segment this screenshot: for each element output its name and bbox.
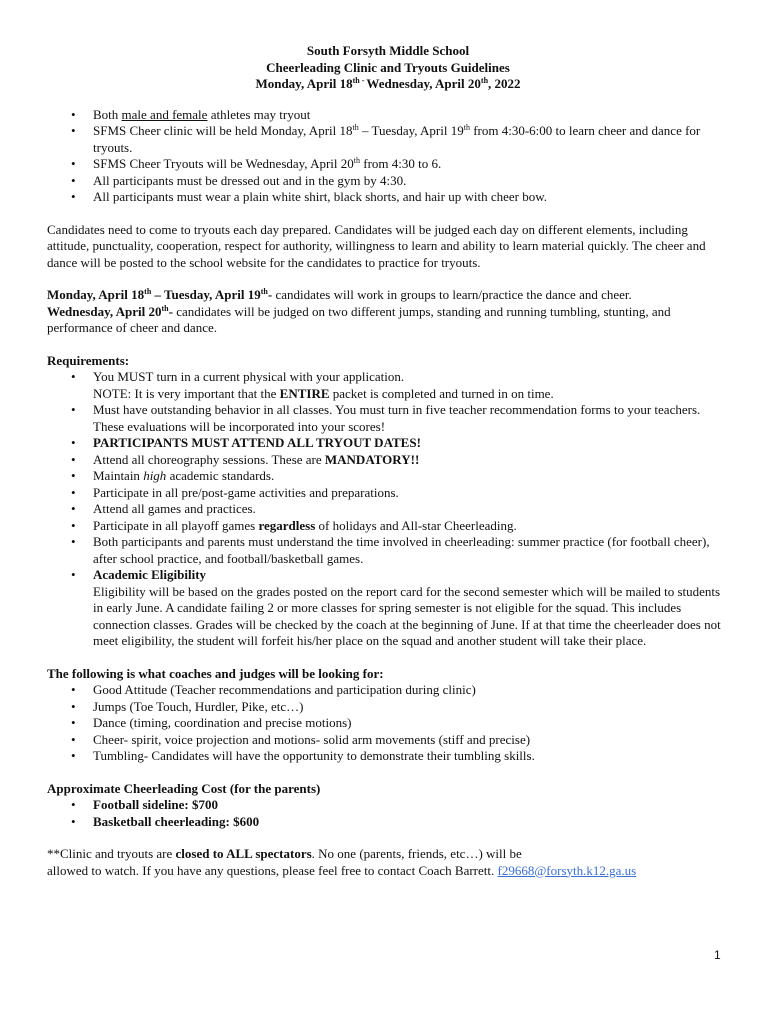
judging-list	[47, 682, 729, 765]
event-dates: Monday, April $18^{th -}$ Wednesday, April 20th, 2022	[255, 76, 521, 91]
list-item	[47, 567, 729, 650]
list-item: • Both male and female athletes may tryout	[47, 107, 729, 124]
list-item: • You MUST turn in a current physical with your application. NOTE: It is very important that the ENTIRE packet is completed and turned in on time.	[47, 369, 729, 402]
list-item: • Must have outstanding behavior in all classes. You must turn in five teacher recommendation forms to your teachers. These evaluations will be incorporated into your scores!	[47, 402, 729, 435]
intro-bullet-list	[47, 107, 729, 206]
closing-note: **Clinic and tryouts are closed to ALL spectators. No one (parents, friends, etc…) will be allowed to watch. If you have any questions, please feel free to contact Coach Barrett. f29668@forsyth.k12.ga.us	[47, 846, 637, 878]
list-item: • Cheer- spirit, voice projection and motions- solid arm movements (stiff and precise)	[47, 732, 729, 749]
list-item: • Both participants and parents must understand the time involved in cheerleading: summer practice (for football cheer), after school practice, and football/basketball games.	[47, 534, 729, 567]
list-item: • Attend all choreography sessions. These are MANDATORY!!	[47, 452, 729, 469]
list-item: • PARTICIPANTS MUST ATTEND ALL TRYOUT DATES!	[47, 435, 729, 452]
coach-email-link[interactable]: f29668@forsyth.k12.ga.us	[497, 862, 637, 878]
document-page	[47, 43, 729, 879]
list-item: • All participants must wear a plain white shirt, black shorts, and hair up with cheer bow.	[47, 189, 729, 206]
school-name: South Forsyth Middle School	[306, 43, 470, 58]
list-item: • SFMS Cheer Tryouts will be Wednesday, April 20th from 4:30 to 6.	[47, 156, 729, 173]
list-item: • Maintain high academic standards.	[47, 468, 729, 485]
list-item: • Participate in all pre/post-game activities and preparations.	[47, 485, 729, 502]
section-heading: The following is what coaches and judges will be looking for:	[47, 665, 384, 681]
candidates-paragraph: Candidates need to come to tryouts each day prepared. Candidates will be judged each day on different elements, including attitude, punctuality, cooperation, respect for authority, willingness to learn and ability to learn material quickly. The cheer and dance will be posted to the school website for the candidates to practice for tryouts.	[47, 221, 706, 270]
cost-list	[47, 797, 729, 830]
judging-section	[47, 666, 729, 765]
list-item: • SFMS Cheer clinic will be held Monday, April 18th – Tuesday, April 19th from 4:30-6:00 to learn cheer and dance for tryouts.	[47, 123, 729, 156]
list-item: • All participants must be dressed out and in the gym by 4:30.	[47, 173, 729, 190]
academic-eligibility-text: Eligibility will be based on the grades posted on the report card for the second semester which will be mailed to students in early June. A candidate failing 2 or more classes for spring semester is not eligible for the squad. This includes connection classes. Grades will be checked by the coach at the beginning of June. If at that time the cheerleader does not meet eligibility, the student will forfeit his/her place on the squad and another student will take their place.	[93, 583, 721, 648]
list-item: • Jumps (Toe Touch, Hurdler, Pike, etc…)	[47, 699, 729, 716]
list-item: • Dance (timing, coordination and precise motions)	[47, 715, 729, 732]
list-item: • Good Attitude (Teacher recommendations and participation during clinic)	[47, 682, 729, 699]
schedule-section	[47, 287, 729, 337]
section-heading: Approximate Cheerleading Cost (for the parents)	[47, 780, 321, 796]
list-item: • Attend all games and practices.	[47, 501, 729, 518]
list-item: • Football sideline: $700	[47, 797, 729, 814]
schedule-clinic-line: Monday, April 18th – Tuesday, April 19th- candidates will work in groups to learn/practice the dance and cheer.	[47, 287, 632, 302]
list-item: • Tumbling- Candidates will have the opportunity to demonstrate their tumbling skills.	[47, 748, 729, 765]
requirements-list	[47, 369, 729, 650]
document-header	[47, 43, 729, 93]
section-heading: Requirements:	[47, 352, 130, 368]
academic-eligibility-heading: Academic Eligibility	[93, 567, 207, 582]
schedule-tryout-line: Wednesday, April 20th- candidates will be judged on two different jumps, standing and running tumbling, stunting, and performance of cheer and dance.	[47, 303, 671, 335]
list-item: • Basketball cheerleading: $600	[47, 814, 729, 831]
document-title: Cheerleading Clinic and Tryouts Guidelines	[266, 59, 510, 75]
cost-section	[47, 781, 729, 831]
page-number: 1	[714, 948, 721, 962]
requirements-section	[47, 353, 729, 650]
list-item: • Participate in all playoff games regardless of holidays and All-star Cheerleading.	[47, 518, 729, 535]
